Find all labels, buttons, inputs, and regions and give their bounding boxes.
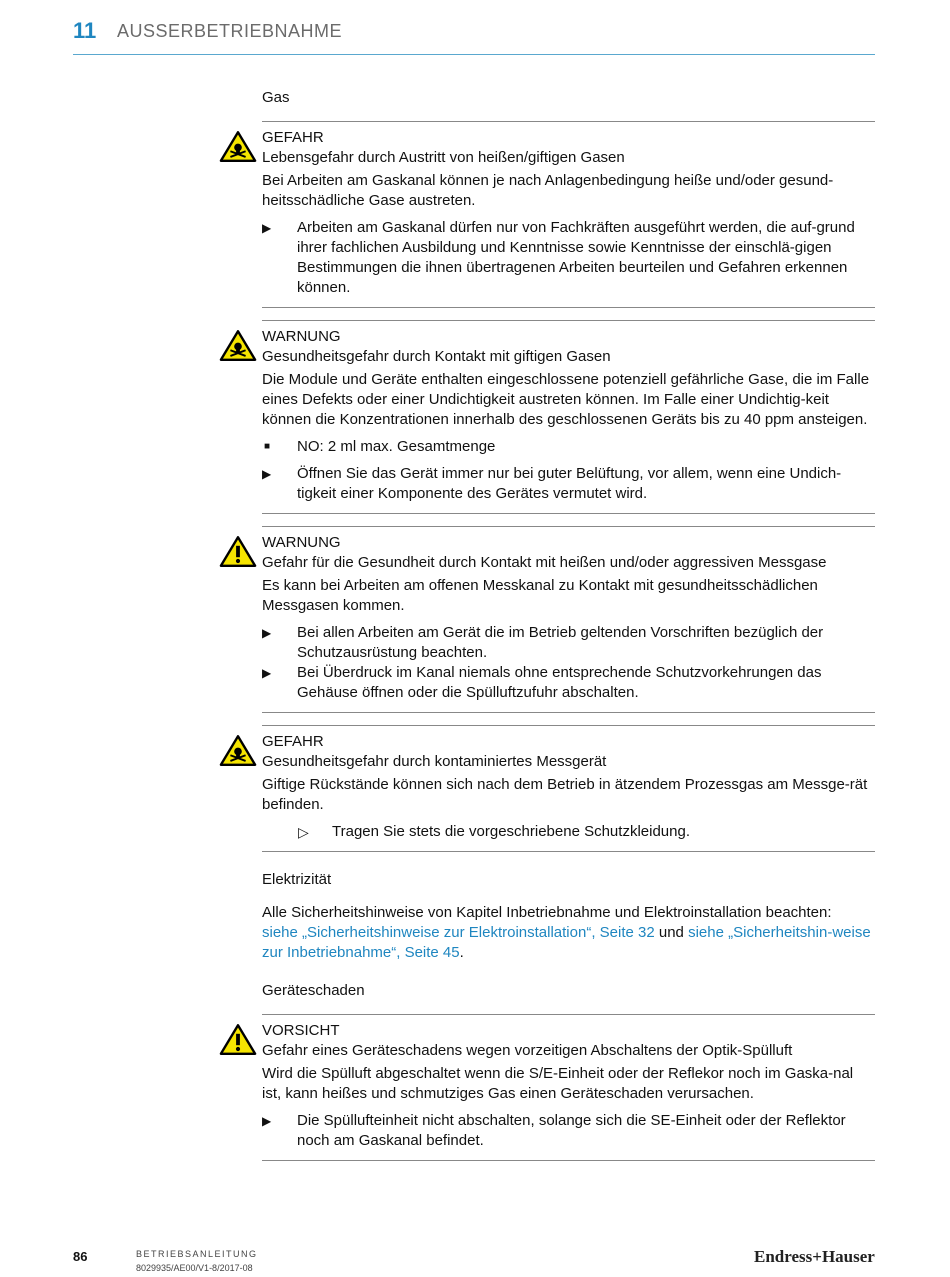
link-inbetriebnahme[interactable]: siehe „Sicherheitshin-weise zur Inbetriebnahme“, Seite 45 bbox=[262, 924, 871, 961]
safety-notice bbox=[262, 1014, 875, 1161]
page-number: 86 bbox=[73, 1249, 88, 1264]
notice-text: Giftige Rückstände können sich nach dem Betrieb in ätzendem Prozessgas am Messge-rät befinden. bbox=[262, 776, 868, 813]
section-title-elektrizitaet: Elektrizität bbox=[262, 871, 332, 888]
square-bullet-icon: ■ bbox=[264, 441, 271, 452]
safety-notice bbox=[262, 121, 875, 308]
page-header bbox=[73, 16, 875, 55]
toxic-icon bbox=[219, 329, 257, 362]
list-item: ▶ Bei Überdruck im Kanal niemals ohne entsprechende Schutzvorkehrungen das Gehäuse öffnen oder die Spülluftzufuhr abschalten. bbox=[262, 664, 822, 701]
notice-text: Bei Arbeiten am Gaskanal können je nach Anlagenbedingung heiße und/oder gesund-heitsschädliche Gase austreten. bbox=[262, 172, 834, 209]
list-item: ▷ Tragen Sie stets die vorgeschriebene Schutzkleidung. bbox=[298, 823, 690, 840]
notice-subtitle: Gefahr eines Geräteschadens wegen vorzeitigen Abschaltens der Optik-Spülluft bbox=[262, 1042, 793, 1059]
chapter-title: AUSSERBETRIEBNAHME bbox=[117, 21, 343, 41]
toxic-icon bbox=[219, 734, 257, 767]
list-item: ▶ Bei allen Arbeiten am Gerät die im Betrieb geltenden Vorschriften bezüglich der Schutzausrüstung beachten. bbox=[262, 624, 824, 661]
toxic-icon bbox=[219, 130, 257, 163]
notice-subtitle: Gefahr für die Gesundheit durch Kontakt mit heißen und/oder aggressiven Messgase bbox=[262, 554, 827, 571]
arrow-bullet-icon: ▶ bbox=[262, 221, 272, 235]
list-item: ■ NO: 2 ml max. Gesamtmenge bbox=[264, 438, 496, 455]
signal-word: GEFAHR bbox=[262, 129, 324, 146]
arrow-bullet-icon: ▶ bbox=[262, 1114, 272, 1128]
signal-word: VORSICHT bbox=[262, 1022, 340, 1039]
notice-text: Wird die Spülluft abgeschaltet wenn die S/E-Einheit oder der Reflekor noch im Gaska-nal ist, kann heißes und schmutziges Gas einen Geräteschaden verursachen. bbox=[262, 1065, 854, 1102]
document-type: BETRIEBSANLEITUNG bbox=[136, 1249, 258, 1259]
arrow-bullet-icon: ▶ bbox=[262, 467, 272, 481]
arrow-bullet-icon: ▶ bbox=[262, 626, 272, 640]
section-title-geraeteschaden: Geräteschaden bbox=[262, 982, 365, 999]
document-id: 8029935/AE00/V1-8/2017-08 bbox=[136, 1263, 253, 1273]
signal-word: WARNUNG bbox=[262, 534, 341, 551]
list-item: ▶ Die Spüllufteinheit nicht abschalten, solange sich die SE-Einheit oder der Reflektor noch am Gaskanal befindet. bbox=[262, 1112, 846, 1149]
notice-subtitle: Lebensgefahr durch Austritt von heißen/giftigen Gasen bbox=[262, 149, 625, 166]
main-content bbox=[262, 88, 875, 1173]
signal-word: WARNUNG bbox=[262, 328, 341, 345]
safety-notice bbox=[262, 320, 875, 514]
notice-subtitle: Gesundheitsgefahr durch kontaminiertes Messgerät bbox=[262, 753, 607, 770]
exclamation-icon bbox=[219, 1023, 257, 1056]
exclamation-icon bbox=[219, 535, 257, 568]
chapter-number: 11 bbox=[73, 18, 97, 43]
section-title-gas: Gas bbox=[262, 89, 290, 106]
safety-notice bbox=[262, 725, 875, 852]
list-item: ▶ Arbeiten am Gaskanal dürfen nur von Fachkräften ausgeführt werden, die auf-grund ihrer fachlichen Ausbildung und Kenntnisse sowie Kenntnisse der einschlä-gigen Bestimmungen die ihnen übertragenen Arbeiten beurteilen und Gefahren erkennen können. bbox=[262, 219, 855, 296]
brand-logo: Endress+Hauser bbox=[754, 1247, 875, 1266]
signal-word: GEFAHR bbox=[262, 733, 324, 750]
notice-text: Es kann bei Arbeiten am offenen Messkanal zu Kontakt mit gesundheitsschädlichen Messgasen kommen. bbox=[262, 577, 818, 614]
list-item: ▶ Öffnen Sie das Gerät immer nur bei guter Belüftung, vor allem, wenn eine Undich-tigkeit einer Komponente des Gerätes vermutet wird. bbox=[262, 465, 842, 502]
hollow-arrow-icon: ▷ bbox=[298, 824, 309, 840]
notice-text: Die Module und Geräte enthalten eingeschlossene potenziell gefährliche Gase, die im Falle eines Defekts oder einer Undichtigkeit austreten können. Im Falle einer Undichtig-keit können die Konzentrationen innerhalb des geschlossenen Geräts bis zu 40 ppm ansteigen. bbox=[262, 371, 870, 428]
arrow-bullet-icon: ▶ bbox=[262, 666, 272, 680]
safety-notice bbox=[262, 526, 875, 713]
notice-subtitle: Gesundheitsgefahr durch Kontakt mit giftigen Gasen bbox=[262, 348, 611, 365]
elektrizitaet-paragraph: Alle Sicherheitshinweise von Kapitel Inbetriebnahme und Elektroinstallation beachten: siehe „Sicherheitshinweise zur Elektroinstallation“, Seite 32 und siehe „Sicherheitshin-weise zur Inbetriebnahme“, Seite 45. bbox=[262, 904, 871, 961]
link-elektroinstallation[interactable]: siehe „Sicherheitshinweise zur Elektroinstallation“, Seite 32 bbox=[262, 924, 655, 941]
